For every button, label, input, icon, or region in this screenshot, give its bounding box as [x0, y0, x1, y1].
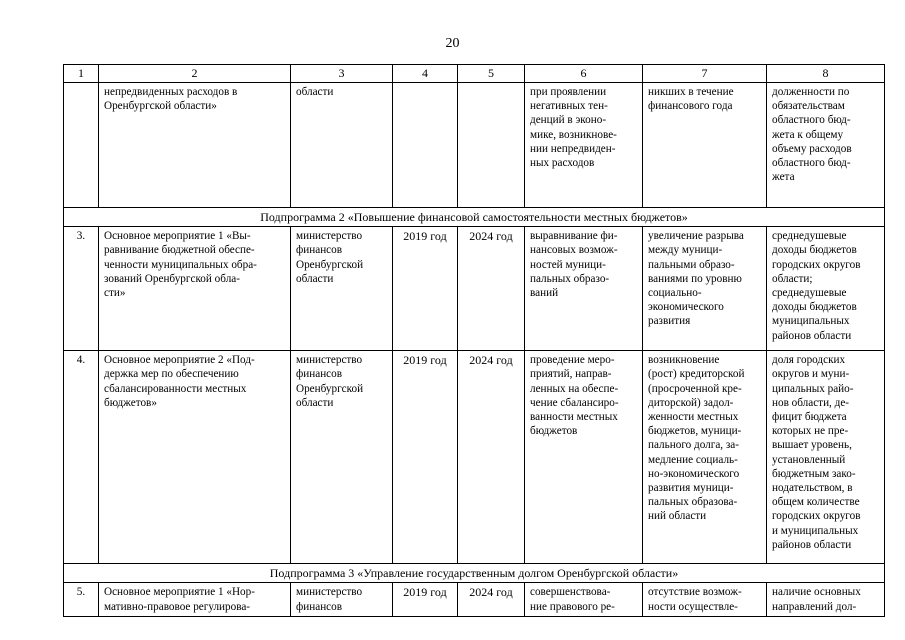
consequences-cell: возникновение (рост) кредиторской (просроченной кре- диторской) задол- женности местных бюджетов, муници- пального долга, за- медление социаль- но-экономического развития муници- пальных образова- ний области	[643, 351, 767, 564]
column-number: 7	[643, 65, 767, 83]
page-number: 20	[445, 36, 460, 51]
subprogram-row	[64, 564, 885, 583]
row-number-cell: 3.	[64, 227, 99, 351]
consequences-cell: никших в течение финансового года	[643, 83, 767, 208]
end-year-cell: 2024 год	[458, 583, 525, 617]
end-year-cell: 2024 год	[458, 351, 525, 564]
column-number-header-row	[64, 65, 885, 83]
column-number: 6	[525, 65, 643, 83]
table-row	[64, 351, 885, 564]
measure-name-cell: Основное мероприятие 1 «Нор- мативно-правовое регулирова-	[99, 583, 291, 617]
subprogram-title: Подпрограмма 2 «Повышение финансовой самостоятельности местных бюджетов»	[64, 208, 885, 227]
start-year-cell	[393, 83, 458, 208]
measure-name-cell: Основное мероприятие 2 «Под- держка мер по обеспечению сбалансированности местных бюджетов»	[99, 351, 291, 564]
subprogram-title: Подпрограмма 3 «Управление государственным долгом Оренбургской области»	[64, 564, 885, 583]
column-number: 1	[64, 65, 99, 83]
indicator-link-cell: долженности по обязательствам областного бюд- жета к общему объему расходов областного бюд- жета	[767, 83, 885, 208]
start-year-cell: 2019 год	[393, 351, 458, 564]
indicator-link-cell: среднедушевые доходы бюджетов городских округов области; среднедушевые доходы бюджетов муниципальных районов области	[767, 227, 885, 351]
expected-result-cell: совершенствова- ние правового ре-	[525, 583, 643, 617]
column-number: 5	[458, 65, 525, 83]
responsible-executor-cell: министерство финансов Оренбургской области	[291, 351, 393, 564]
measure-name-cell: Основное мероприятие 1 «Вы- равнивание бюджетной обеспе- ченности муниципальных обра- зований Оренбургской обла- сти»	[99, 227, 291, 351]
table-row	[64, 583, 885, 617]
column-number: 8	[767, 65, 885, 83]
row-number-cell: 5.	[64, 583, 99, 617]
responsible-executor-cell: министерство финансов	[291, 583, 393, 617]
responsible-executor-cell: министерство финансов Оренбургской области	[291, 227, 393, 351]
end-year-cell	[458, 83, 525, 208]
row-number-cell: 4.	[64, 351, 99, 564]
expected-result-cell: при проявлении негативных тен- денций в эконо- мике, возникнове- нии непредвиден- ных расходов	[525, 83, 643, 208]
expected-result-cell: проведение меро- приятий, направ- ленных на обеспе- чение сбалансиро- ванности местных бюджетов	[525, 351, 643, 564]
program-measures-table	[63, 64, 885, 617]
subprogram-row	[64, 208, 885, 227]
column-number: 3	[291, 65, 393, 83]
consequences-cell: отсутствие возмож- ности осуществле-	[643, 583, 767, 617]
start-year-cell: 2019 год	[393, 583, 458, 617]
indicator-link-cell: доля городских округов и муни- ципальных райо- нов области, де- фицит бюджета которых не пре- вышает уровень, установленный бюджетным зако- нодательством, в общем количестве городских округов и муниципальных районов области	[767, 351, 885, 564]
row-number-cell	[64, 83, 99, 208]
indicator-link-cell: наличие основных направлений дол-	[767, 583, 885, 617]
expected-result-cell: выравнивание фи- нансовых возмож- ностей муници- пальных образо- ваний	[525, 227, 643, 351]
column-number: 2	[99, 65, 291, 83]
column-number: 4	[393, 65, 458, 83]
start-year-cell: 2019 год	[393, 227, 458, 351]
responsible-executor-cell: области	[291, 83, 393, 208]
measure-name-cell: непредвиденных расходов в Оренбургской области»	[99, 83, 291, 208]
table-row	[64, 83, 885, 208]
consequences-cell: увеличение разрыва между муници- пальными образо- ваниями по уровню социально- экономического развития	[643, 227, 767, 351]
table-row	[64, 227, 885, 351]
end-year-cell: 2024 год	[458, 227, 525, 351]
